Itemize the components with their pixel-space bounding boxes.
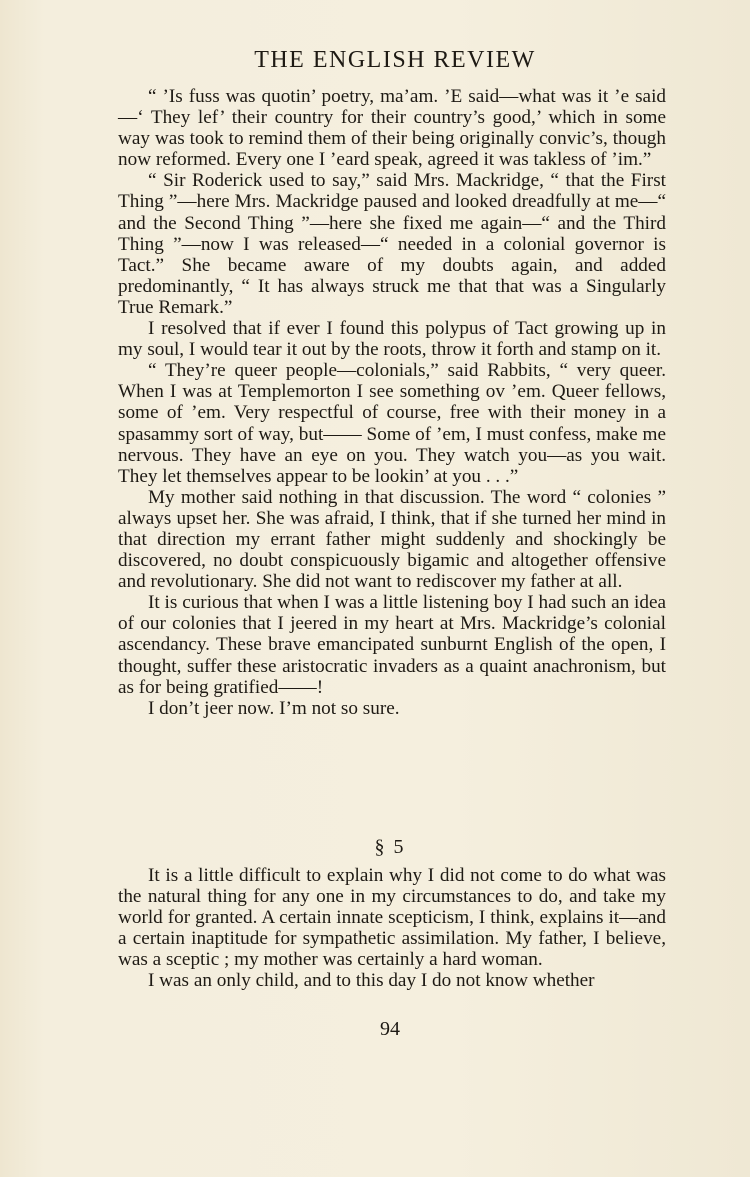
paragraph-2: “ Sir Roderick used to say,” said Mrs. Mackridge, “ that the First Thing ”—here Mrs. Mackridge paused and looked dreadfully at me—“ and the Second Thing ”—here she fixed me again—“ and the Third Thing ”—now I was released—“ needed in a colonial governor is Tact.” She became aware of my doubts again, and added predominantly, “ It has always struck me that that was a Singularly True Remark.” — [118, 170, 666, 318]
paragraph-6: It is curious that when I was a little listening boy I had such an idea of our colonies that I jeered in my heart at Mrs. Mackridge’s colonial ascendancy. These brave emancipated sunburnt English of the open, I thought, suffer these aristocratic invaders as a quaint anachronism, but as for being gratified——! — [118, 592, 666, 698]
paragraph-5: My mother said nothing in that discussion. The word “ colonies ” always upset her. She was afraid, I think, that if she turned her mind in that direction my errant father might suddenly and shockingly be discovered, no doubt conspicuously bigamic and altogether offensive and revolutionary. She did not want to rediscover my father at all. — [118, 486, 666, 593]
paragraph-7: I don’t jeer now. I’m not so sure. — [148, 697, 400, 719]
paragraph-1: “ ’Is fuss was quotin’ poetry, ma’am. ’E said—what was it ’e said—‘ They lef’ their country for their country’s good,’ which in some way was took to remind them of their being originally convic’s, though now reformed. Every one I ’eard speak, agreed it was takless of ’im.” — [118, 86, 666, 171]
section-paragraph-1: It is a little difficult to explain why I did not come to do what was the natural thing for any one in my circumstances to do, and take my world for granted. A certain innate scepticism, I think, explains it—and a certain inaptitude for sympathetic assimilation. My father, I believe, was a sceptic ; my mother was certainly a hard woman. — [118, 865, 666, 971]
section-paragraph-2: I was an only child, and to this day I do not know whether — [148, 970, 595, 992]
paragraph-4: “ They’re queer people—colonials,” said Rabbits, “ very queer. When I was at Templemorton I see something ov ’em. Queer fellows, some of ’em. Very respectful of course, free with their money in a spasammy sort of way, but—— Some of ’em, I must confess, make me nervous. They have an eye on you. They watch you—as you wait. They let themselves appear to be lookin’ at you . . .” — [118, 360, 666, 487]
page-number: 94 — [380, 1018, 400, 1040]
section-body-text — [118, 865, 666, 992]
running-title: THE ENGLISH REVIEW — [254, 47, 536, 73]
section-heading: § 5 — [374, 836, 406, 858]
paragraph-3: I resolved that if ever I found this polypus of Tact growing up in my soul, I would tear it out by the roots, throw it forth and stamp on it. — [118, 318, 666, 361]
body-text — [118, 86, 666, 719]
